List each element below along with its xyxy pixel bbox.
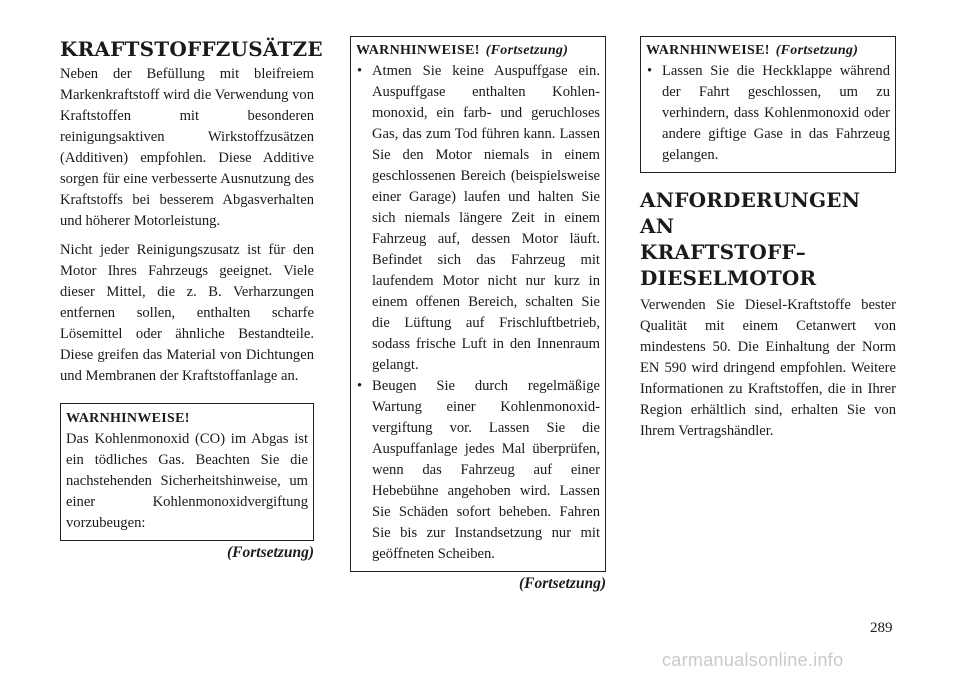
section-heading-diesel-fuel: ANFORDERUNGEN AN KRAFTSTOFF– DIESELMOTOR [640, 188, 861, 290]
warning-bullet-list [646, 61, 890, 166]
section-heading-fuel-additives: KRAFTSTOFFZUSÄTZE [60, 37, 323, 61]
warning-box-continued [640, 36, 896, 173]
warning-title [356, 40, 600, 61]
list-item [646, 61, 890, 166]
paragraph: Verwenden Sie Diesel-Kraftstoffe bester Qualität mit einem Cetanwert von mindestens 50. Die Einhaltung der Norm EN 590 wird dringend empfohlen. Weitere Informationen zu Kraftstoffen, die in Ihrer Region erhältlich sind, erhalten Sie von Ihrem Vertragshändler. [640, 297, 896, 439]
warning-title-text: WARNHINWEISE! [356, 43, 480, 58]
warning-text: Das Kohlenmonoxid (CO) im Abgas ist ein tödliches Gas. Beachten Sie die nachstehenden Sicherheitshinweise, um einer Kohlenmonoxidvergiftung vorzubeugen: [66, 431, 308, 531]
list-item-text: Beugen Sie durch regelmäßige Wartung einer Kohlenmonoxidvergiftung vor. Lassen Sie die Auspuffanlage jedes Mal überprüfen, wenn das Fahrzeug auf einer Hebebühne angehoben wird. Lassen Sie Schäden sofort beheben. Fahren Sie bis zur Instandsetzung nur mit geöffneten Scheiben. [372, 378, 600, 562]
column-middle [350, 36, 606, 594]
bullet-icon: • [647, 63, 653, 79]
warning-box-continued [350, 36, 606, 572]
continued-label: (Fortsetzung) [227, 544, 314, 561]
paragraph: Nicht jeder Reinigungszusatz ist für den Motor Ihres Fahrzeugs geeignet. Viele dieser Mittel, die z. B. Verharzungen entfernen sollen, enthalten scharfe Lösemittel oder ähnliche Bestandteile. Diese greifen das Material von Dichtungen und Membranen der Kraftstoffanlage an. [60, 242, 314, 384]
warning-title [646, 40, 890, 61]
list-item-text: Atmen Sie keine Auspuffgase ein. Auspuffgase enthalten Kohlenmonoxid, ein farb- und geruchloses Gas, das zum Tod führen kann. Lassen Sie den Motor niemals in einem geschlossenen Bereich (beispielsweise einer Garage) laufen und halten Sie sich niemals längere Zeit in einem Fahrzeug auf, dessen Motor läuft. Befindet sich das Fahrzeug mit laufendem Motor nicht nur kurz in einem offenen Bereich, schalten Sie die Lüftung auf Frischluftbetrieb, sodass frische Luft in den Innenraum gelangt. [372, 63, 600, 373]
list-item-text: Lassen Sie die Heckklappe während der Fahrt geschlossen, um zu verhindern, dass Kohlenmonoxid oder andere giftige Gase in das Fahrzeug gelangen. [662, 63, 890, 163]
bullet-icon: • [357, 378, 363, 394]
list-item [356, 376, 600, 565]
column-right [640, 36, 896, 450]
warning-bullet-list [356, 61, 600, 565]
warning-continued-label: (Fortsetzung) [485, 43, 569, 58]
warning-box [60, 403, 314, 541]
continued-label: (Fortsetzung) [519, 575, 606, 592]
paragraph: Neben der Befüllung mit bleifreiem Markenkraftstoff wird die Verwendung von Kraftstoffen mit besonderen reinigungsaktiven Wirkstoffzusätzen (Additiven) empfohlen. Diese Additive sorgen für eine verbesserte Ausnutzung des Kraftstoffs bei besserem Abgasverhalten und höherer Motorleistung. [60, 66, 314, 229]
bullet-icon: • [357, 63, 363, 79]
list-item [356, 61, 600, 376]
watermark: carmanualsonline.info [662, 650, 844, 670]
warning-title-text: WARNHINWEISE! [646, 43, 770, 58]
page-number: 289 [870, 620, 893, 636]
warning-continued-label: (Fortsetzung) [775, 43, 859, 58]
warning-title: WARNHINWEISE! [66, 411, 190, 426]
column-left [60, 36, 323, 563]
